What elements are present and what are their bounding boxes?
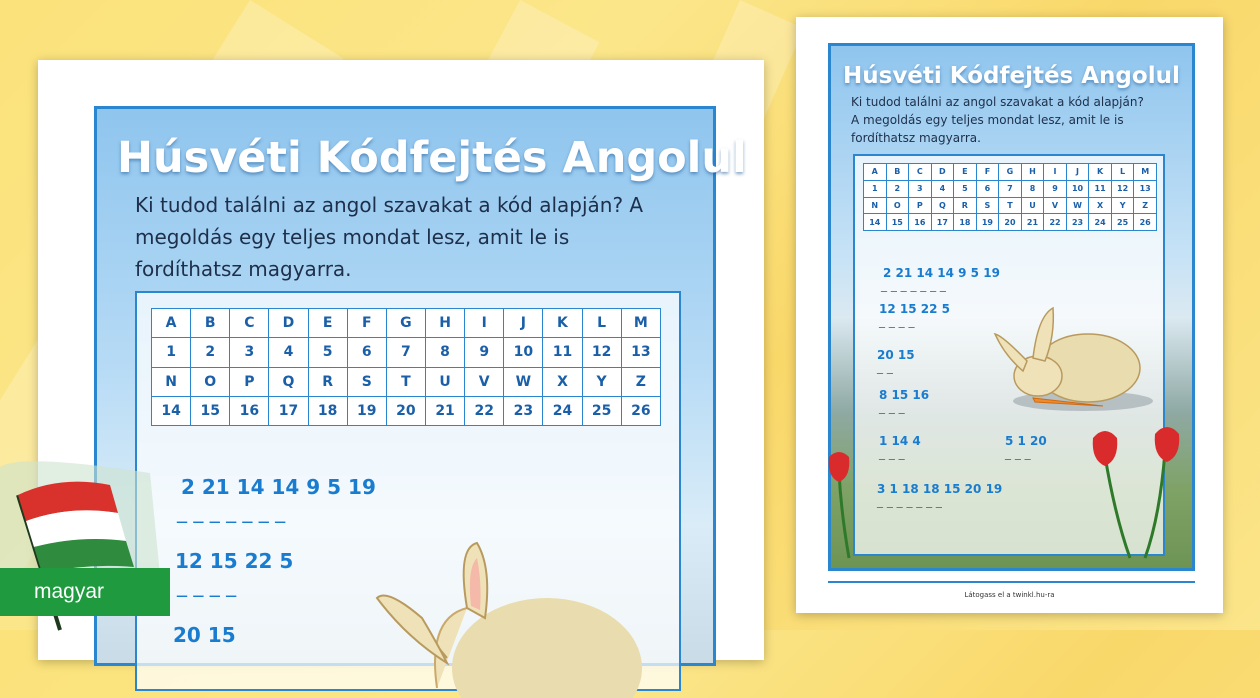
code-cell: 2 <box>191 338 230 367</box>
code-cell: 3 <box>909 180 932 197</box>
small-blank-line-4: _ _ _ <box>879 400 905 414</box>
code-cell: 1 <box>864 180 887 197</box>
small-bunny-illustration <box>993 306 1143 416</box>
code-cell: P <box>909 197 932 214</box>
code-cell: E <box>308 309 347 338</box>
code-cell: 20 <box>386 396 425 425</box>
code-line-1: 2 21 14 14 9 5 19 <box>181 475 376 499</box>
code-cell: 5 <box>954 180 977 197</box>
code-cell: L <box>582 309 621 338</box>
code-cell: C <box>909 164 932 181</box>
small-intro: Ki tudod találni az angol szavakat a kód alapján? A megoldás egy teljes mondat lesz, amit le is fordíthatsz magyarra. <box>851 95 1144 145</box>
code-cell: 4 <box>269 338 308 367</box>
code-cell: 15 <box>886 214 909 231</box>
code-cell: 2 <box>886 180 909 197</box>
code-cell: 19 <box>347 396 386 425</box>
code-cell: 4 <box>931 180 954 197</box>
code-cell: W <box>1066 197 1089 214</box>
code-cell: 21 <box>1021 214 1044 231</box>
code-cell: 3 <box>230 338 269 367</box>
code-cell: W <box>504 367 543 396</box>
language-tab: magyar <box>0 568 170 616</box>
code-cell: U <box>1021 197 1044 214</box>
code-cell: 26 <box>1134 214 1157 231</box>
code-cell: P <box>230 367 269 396</box>
code-cell: K <box>1089 164 1112 181</box>
small-code-line-1: 2 21 14 14 9 5 19 <box>883 266 1000 280</box>
code-cell: 22 <box>465 396 504 425</box>
footer-text: Látogass el a twinkl.hu-ra <box>964 591 1055 599</box>
code-cell: B <box>886 164 909 181</box>
code-cell: A <box>152 309 191 338</box>
code-cell: 25 <box>1111 214 1134 231</box>
worksheet-title: Húsvéti Kódfejtés Angolul <box>117 133 747 183</box>
code-cell: 5 <box>308 338 347 367</box>
code-cell: 8 <box>1021 180 1044 197</box>
code-cell: 14 <box>864 214 887 231</box>
code-cell: 15 <box>191 396 230 425</box>
worksheet-small-frame <box>828 43 1195 571</box>
code-cell: 17 <box>269 396 308 425</box>
code-cell: K <box>543 309 582 338</box>
code-cell: G <box>999 164 1022 181</box>
small-blank-line-5: _ _ _ <box>879 446 905 460</box>
blank-line-1: _ _ _ _ _ _ _ <box>177 499 286 523</box>
code-cell: 10 <box>1066 180 1089 197</box>
code-cell: L <box>1111 164 1134 181</box>
small-blank-line-2: _ _ _ _ <box>879 314 915 328</box>
code-cell: 12 <box>582 338 621 367</box>
code-cell: Y <box>1111 197 1134 214</box>
code-cell: Q <box>931 197 954 214</box>
code-table <box>151 308 661 426</box>
code-cell: 22 <box>1044 214 1067 231</box>
small-blank-line-6: _ _ _ <box>1005 446 1031 460</box>
small-title: Húsvéti Kódfejtés Angolul <box>843 63 1180 89</box>
small-code-line-5: 1 14 4 <box>879 434 921 448</box>
small-code-table <box>863 163 1157 231</box>
code-cell: 18 <box>308 396 347 425</box>
small-code-line-4: 8 15 16 <box>879 388 930 402</box>
code-cell: T <box>386 367 425 396</box>
code-cell: 23 <box>504 396 543 425</box>
tulip-left-illustration <box>819 452 879 558</box>
blank-line-2: _ _ _ _ <box>177 573 237 597</box>
code-line-3: 20 15 <box>173 623 236 647</box>
code-cell: V <box>1044 197 1067 214</box>
code-cell: N <box>864 197 887 214</box>
worksheet-small <box>796 17 1223 613</box>
code-cell: A <box>864 164 887 181</box>
code-cell: B <box>191 309 230 338</box>
code-cell: J <box>504 309 543 338</box>
code-cell: 8 <box>425 338 464 367</box>
code-cell: 19 <box>976 214 999 231</box>
code-cell: O <box>886 197 909 214</box>
code-cell: G <box>386 309 425 338</box>
code-cell: 6 <box>976 180 999 197</box>
code-cell: M <box>1134 164 1157 181</box>
code-cell: 16 <box>230 396 269 425</box>
code-cell: Q <box>269 367 308 396</box>
worksheet-frame <box>94 106 747 666</box>
code-cell: Z <box>1134 197 1157 214</box>
code-cell: 13 <box>1134 180 1157 197</box>
code-cell: Y <box>582 367 621 396</box>
tulip-right-illustration <box>1075 426 1195 558</box>
code-line-2: 12 15 22 5 <box>175 549 294 573</box>
code-cell: 23 <box>1066 214 1089 231</box>
code-cell: 11 <box>543 338 582 367</box>
code-cell: R <box>954 197 977 214</box>
code-cell: D <box>931 164 954 181</box>
code-cell: 9 <box>1044 180 1067 197</box>
small-code-line-7: 3 1 18 18 15 20 19 <box>877 482 1003 496</box>
code-cell: 24 <box>1089 214 1112 231</box>
code-cell: F <box>347 309 386 338</box>
code-cell: 10 <box>504 338 543 367</box>
code-cell: 6 <box>347 338 386 367</box>
footer-rule <box>828 581 1195 583</box>
code-cell: I <box>1044 164 1067 181</box>
code-cell: S <box>976 197 999 214</box>
code-cell: F <box>976 164 999 181</box>
code-cell: J <box>1066 164 1089 181</box>
code-cell: 9 <box>465 338 504 367</box>
code-cell: E <box>954 164 977 181</box>
code-cell: U <box>425 367 464 396</box>
code-cell: Z <box>621 367 660 396</box>
worksheet-intro: Ki tudod találni az angol szavakat a kód alapján? A megoldás egy teljes mondat lesz, amit le is fordíthatsz magyarra. <box>135 193 644 281</box>
code-cell: 18 <box>954 214 977 231</box>
code-cell: N <box>152 367 191 396</box>
code-cell: R <box>308 367 347 396</box>
code-cell: 16 <box>909 214 932 231</box>
code-cell: M <box>621 309 660 338</box>
code-cell: X <box>1089 197 1112 214</box>
code-cell: 17 <box>931 214 954 231</box>
small-code-line-2: 12 15 22 5 <box>879 302 950 316</box>
code-cell: O <box>191 367 230 396</box>
code-cell: C <box>230 309 269 338</box>
code-cell: 25 <box>582 396 621 425</box>
code-cell: V <box>465 367 504 396</box>
code-cell: T <box>999 197 1022 214</box>
bunny-illustration <box>367 548 627 698</box>
code-cell: 26 <box>621 396 660 425</box>
code-cell: 20 <box>999 214 1022 231</box>
code-cell: S <box>347 367 386 396</box>
code-cell: 1 <box>152 338 191 367</box>
code-cell: 12 <box>1111 180 1134 197</box>
code-cell: H <box>425 309 464 338</box>
code-cell: I <box>465 309 504 338</box>
code-cell: X <box>543 367 582 396</box>
code-panel <box>135 291 681 691</box>
small-code-line-6: 5 1 20 <box>1005 434 1047 448</box>
code-cell: H <box>1021 164 1044 181</box>
code-cell: 13 <box>621 338 660 367</box>
code-cell: 7 <box>999 180 1022 197</box>
small-blank-line-1: _ _ _ _ _ _ _ <box>881 278 946 292</box>
small-code-line-3: 20 15 <box>877 348 915 362</box>
code-cell: 21 <box>425 396 464 425</box>
small-blank-line-7: _ _ _ _ _ _ _ <box>877 494 942 508</box>
code-cell: 24 <box>543 396 582 425</box>
code-cell: 14 <box>152 396 191 425</box>
code-cell: 7 <box>386 338 425 367</box>
code-cell: D <box>269 309 308 338</box>
code-cell: 11 <box>1089 180 1112 197</box>
small-code-panel <box>853 154 1165 556</box>
small-blank-line-3: _ _ <box>877 360 893 374</box>
